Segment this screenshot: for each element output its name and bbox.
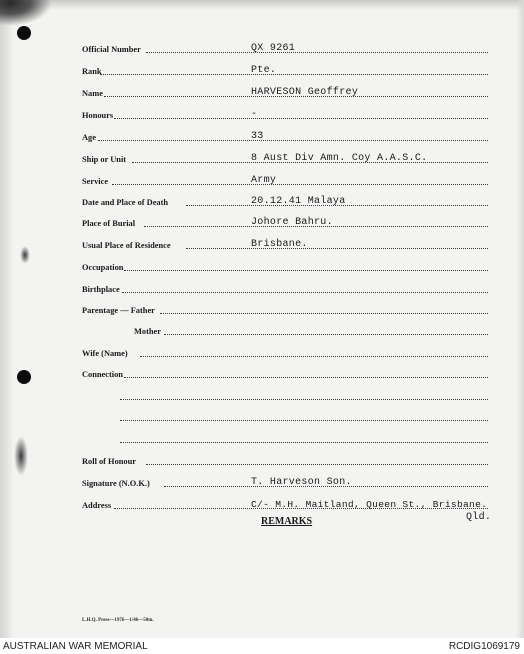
field-label: Signature (N.O.K.): [82, 479, 150, 488]
punch-hole: [17, 26, 31, 40]
field-label: Connection: [82, 370, 123, 379]
field-signature-nok: [0, 476, 524, 490]
field-birthplace: [0, 282, 524, 296]
field-mother: [0, 324, 524, 338]
field-name: [0, 86, 524, 100]
field-value: HARVESON Geoffrey: [251, 87, 359, 98]
dotted-rule: [140, 356, 488, 357]
field-label: Occupation: [82, 263, 124, 272]
connection-continuation-line: [0, 389, 524, 403]
field-value: Brisbane.: [251, 239, 308, 250]
address-continuation: Qld.: [466, 512, 492, 523]
dotted-rule: [112, 184, 488, 185]
dotted-rule: [114, 118, 488, 119]
dotted-rule: [100, 74, 488, 75]
dotted-rule: [120, 420, 488, 421]
field-label: Rank: [82, 67, 102, 76]
field-label: Ship or Unit: [82, 155, 127, 164]
field-label: Official Number: [82, 45, 141, 54]
field-label: Service: [82, 177, 109, 186]
dotted-rule: [186, 248, 488, 249]
field-label: Honours: [82, 111, 114, 120]
field-value: 33: [251, 131, 264, 142]
field-label: Birthplace: [82, 285, 120, 294]
remarks-heading: REMARKS: [261, 516, 313, 527]
dotted-rule: [146, 464, 488, 465]
dotted-rule: [124, 270, 488, 271]
field-official-number: [0, 42, 524, 56]
scan-edge-shadow: [0, 0, 524, 10]
connection-continuation-line: [0, 432, 524, 446]
field-value: C/- M.H. Maitland, Queen St., Brisbane.: [251, 499, 488, 510]
field-label: Date and Place of Death: [82, 198, 169, 207]
field-service: [0, 174, 524, 188]
field-label: Place of Burial: [82, 219, 136, 228]
field-roll-of-honour: [0, 454, 524, 468]
field-rank: [0, 64, 524, 78]
connection-continuation-line: [0, 410, 524, 424]
field-label: Name: [82, 89, 103, 98]
field-age: [0, 130, 524, 144]
dotted-rule: [160, 313, 488, 314]
printer-imprint: L.H.Q. Press—1976—1/46—50m.: [82, 618, 154, 623]
field-label: Wife (Name): [82, 349, 128, 358]
field-label: Age: [82, 133, 96, 142]
field-label: Usual Place of Residence: [82, 241, 171, 250]
field-value: 8 Aust Div Amn. Coy A.A.S.C.: [251, 153, 428, 164]
field-value: QX 9261: [251, 43, 296, 54]
field-place-of-burial: [0, 216, 524, 230]
dotted-rule: [120, 399, 488, 400]
field-value: Pte.: [251, 65, 277, 76]
field-usual-residence: [0, 238, 524, 252]
archive-name: AUSTRALIAN WAR MEMORIAL: [3, 641, 148, 652]
field-date-place-of-death: [0, 195, 524, 209]
field-value: 20.12.41 Malaya: [251, 196, 346, 207]
field-wife-name: [0, 346, 524, 360]
record-id: RCDIG1069179: [448, 641, 520, 652]
field-label: Mother: [134, 327, 161, 336]
field-honours: [0, 108, 524, 122]
dotted-rule: [98, 140, 488, 141]
field-ship-or-unit: [0, 152, 524, 166]
field-value: Johore Bahru.: [251, 217, 333, 228]
field-value: Army: [251, 175, 277, 186]
corner-tear-mark: [0, 0, 52, 26]
field-label: Roll of Honour: [82, 457, 136, 466]
field-label: Address: [82, 501, 112, 510]
field-label: Parentage — Father: [82, 306, 155, 315]
field-value: -: [251, 109, 258, 120]
dotted-rule: [124, 377, 488, 378]
dotted-rule: [164, 334, 488, 335]
field-occupation: [0, 260, 524, 274]
archive-footer: [0, 638, 524, 654]
field-connection: [0, 367, 524, 381]
dotted-rule: [146, 52, 488, 53]
field-value: T. Harveson Son.: [251, 477, 352, 488]
dotted-rule: [120, 442, 488, 443]
field-parentage-father: [0, 303, 524, 317]
dotted-rule: [122, 292, 488, 293]
field-address: [0, 498, 524, 512]
